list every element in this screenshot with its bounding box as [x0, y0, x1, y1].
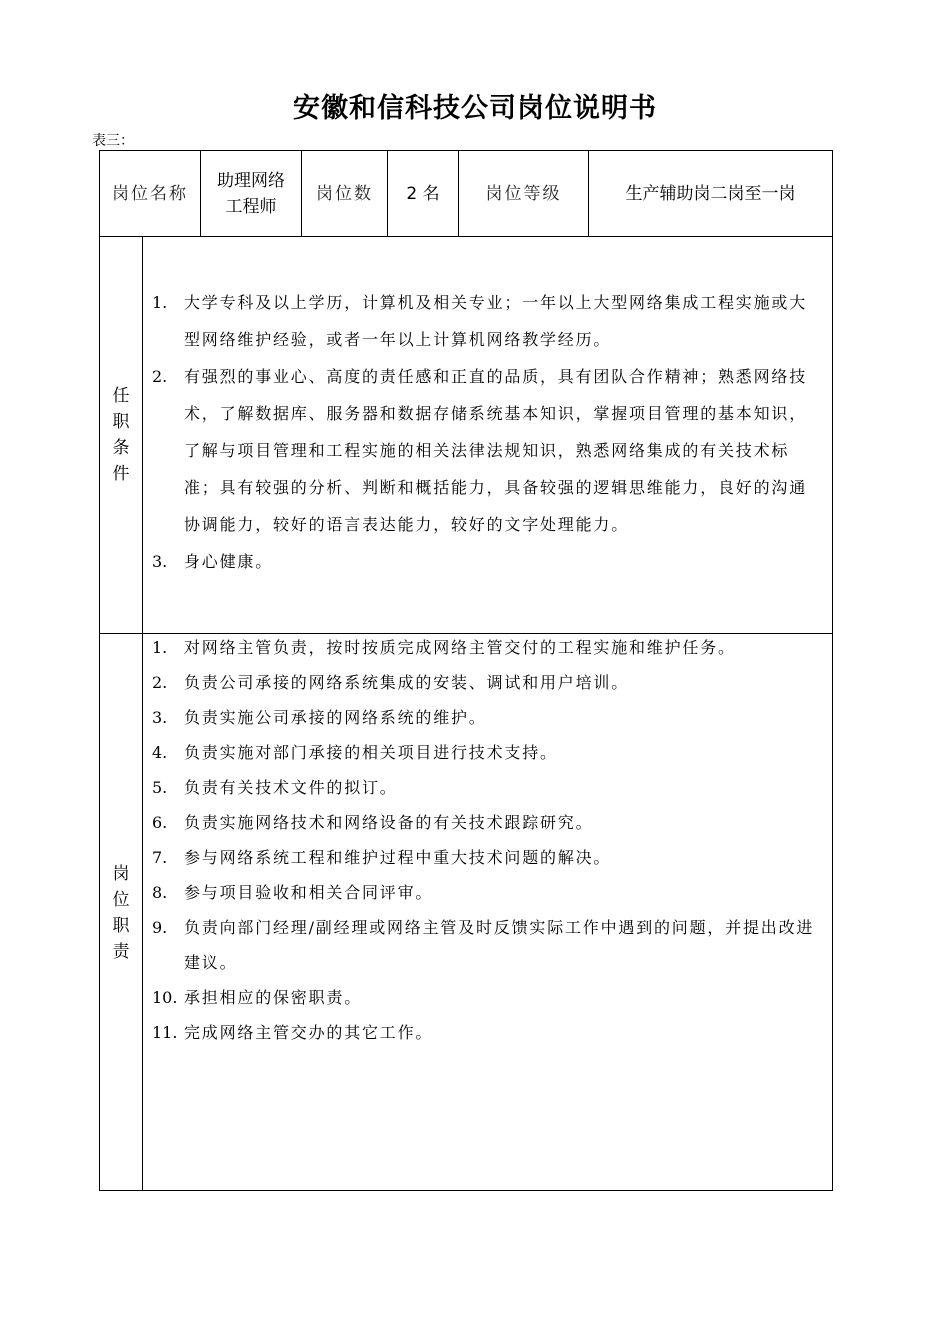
list-item: 1. 大学专科及以上学历，计算机及相关专业；一年以上大型网络集成工程实施或大型网络维护经验，或者一年以上计算机网络教学经历。	[152, 293, 808, 349]
requirements-label: 任 职 条 件	[112, 386, 130, 484]
list-item: 8. 参与项目验收和相关合同评审。	[152, 883, 434, 902]
list-item: 6. 负责实施网络技术和网络设备的有关技术跟踪研究。	[152, 813, 594, 832]
list-item: 2. 有强烈的事业心、高度的责任感和正直的品质，具有团队合作精神；熟悉网络技术，了解数据库、服务器和数据存储系统基本知识，掌握项目管理的基本知识，了解与项目管理和工程实施的相关法律法规知识，熟悉网络集成的有关技术标准；具有较强的分析、判断和概括能力，具备较强的逻辑思维能力，良好的沟通协调能力，较好的语言表达能力，较好的文字处理能力。	[152, 367, 808, 534]
list-item: 10. 承担相应的保密职责。	[152, 988, 363, 1007]
list-item: 4. 负责实施对部门承接的相关项目进行技术支持。	[152, 743, 558, 762]
position-name-value: 助理网络工程师	[217, 170, 285, 217]
list-item: 3. 负责实施公司承接的网络系统的维护。	[152, 708, 487, 727]
header-divider	[99, 236, 833, 237]
position-name-label: 岗位名称	[112, 183, 188, 204]
table-label: 表三：	[92, 133, 134, 149]
duties-label: 岗 位 职 责	[112, 863, 130, 962]
list-item: 11. 完成网络主管交办的其它工作。	[152, 1023, 434, 1042]
headcount-label: 岗位数	[316, 183, 373, 204]
list-item: 1. 对网络主管负责，按时按质完成网络主管交付的工程实施和维护任务。	[152, 638, 736, 657]
list-item: 5. 负责有关技术文件的拟订。	[152, 778, 398, 797]
side-column-divider	[142, 236, 143, 1191]
requirements-list	[152, 284, 824, 580]
headcount-value: 2 名	[406, 183, 440, 204]
page-title: 安徽和信科技公司岗位说明书	[293, 93, 657, 124]
list-item: 3. 身心健康。	[152, 552, 274, 571]
header-divider-1	[200, 150, 201, 236]
grade-value: 生产辅助岗二岗至一岗	[625, 183, 796, 204]
list-item: 9. 负责向部门经理/副经理或网络主管及时反馈实际工作中遇到的问题，并提出改进建议。	[152, 918, 815, 972]
duties-list	[152, 630, 824, 1050]
grade-label: 岗位等级	[485, 183, 562, 204]
list-item: 7. 参与网络系统工程和维护过程中重大技术问题的解决。	[152, 848, 612, 867]
list-item: 2. 负责公司承接的网络系统集成的安装、调试和用户培训。	[152, 673, 630, 692]
